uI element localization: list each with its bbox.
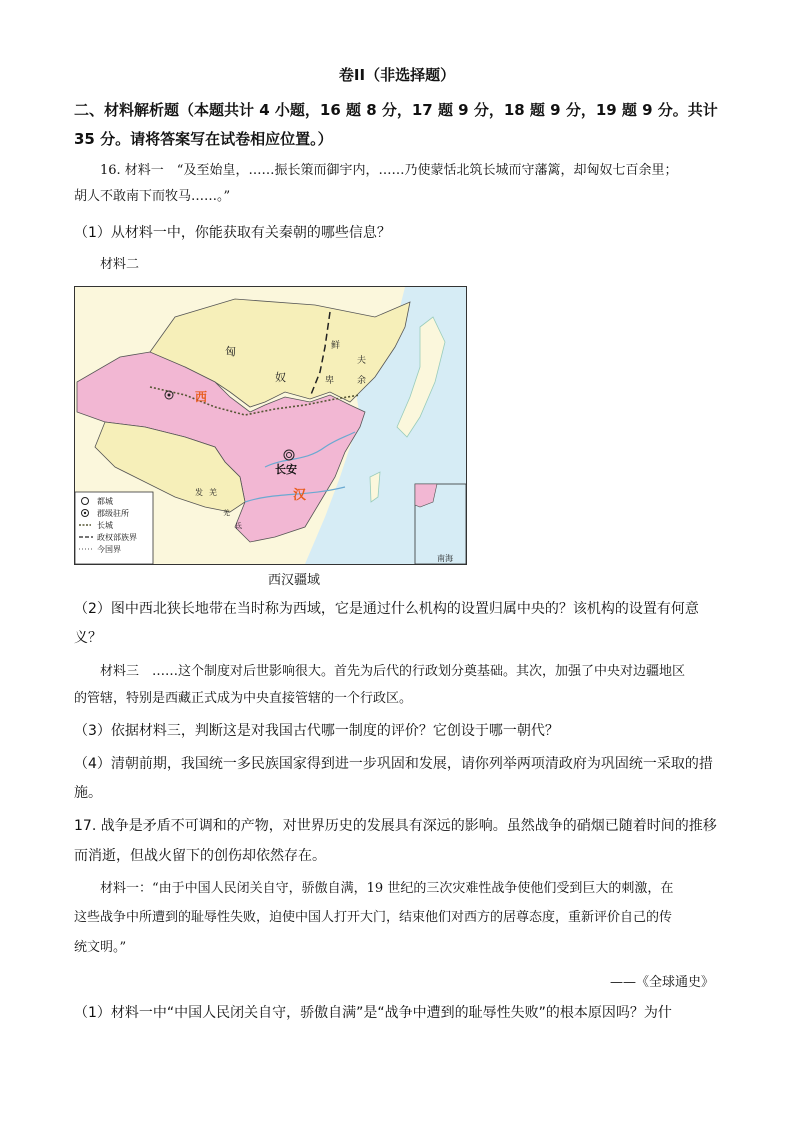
legend-garrison-dot xyxy=(84,512,86,514)
q17-material1-line3: 统文明。” xyxy=(74,940,127,955)
map-label-small-1: 发 xyxy=(195,488,203,497)
q16-sub1: （1）从材料一中，你能获取有关秦朝的哪些信息？ xyxy=(74,225,391,241)
map-label-qiang-2: 氐 xyxy=(235,522,242,530)
map-label-fuyu-2: 余 xyxy=(357,376,367,386)
q17-intro-line1: 17. 战争是矛盾不可调和的产物，对世界历史的发展具有深远的影响。虽然战争的硝烟已随着时间的推移 xyxy=(74,818,717,834)
map-label-xiongnu-2: 奴 xyxy=(275,371,286,384)
legend-wall-label: 长城 xyxy=(97,521,113,530)
q16-sub2-line2: 义？ xyxy=(74,630,102,646)
q16-material3-line1: 材料三 ……这个制度对后世影响很大。首先为后代的行政划分奠基础。其次，加强了中央对边疆地区 xyxy=(100,664,686,679)
page-title: 卷II（非选择题） xyxy=(338,66,456,84)
map-label-xianbei-2: 卑 xyxy=(325,376,335,386)
q17-source: ——《全球通史》 xyxy=(610,975,715,990)
legend-boundary-label: 政权部族界 xyxy=(97,533,137,542)
map-label-changan: 长安 xyxy=(275,463,297,476)
western-han-map xyxy=(74,286,467,565)
q17-intro-line2: 而消逝，但战火留下的创伤却依然存在。 xyxy=(74,848,326,864)
garrison-marker-dot xyxy=(168,394,171,397)
q16-material1-line1: 16. 材料一 “及至始皇，……振长策而御宇内，……乃使蒙恬北筑长城而守藩篱，却匈奴七百余里； xyxy=(100,163,678,178)
q16-sub3: （3）依据材料三，判断这是对我国古代哪一制度的评价？它创设于哪一朝代？ xyxy=(74,723,559,739)
map-caption: 西汉疆域 xyxy=(268,573,321,588)
q16-sub4-line2: 施。 xyxy=(74,785,102,801)
map-label-nanhai: 南海 xyxy=(437,554,453,563)
q16-sub4-line1: （4）清朝前期，我国统一多民族国家得到进一步巩固和发展，请你列举两项清政府为巩固统一采取的措 xyxy=(74,756,713,772)
map-label-fuyu-1: 夫 xyxy=(357,356,367,366)
map-label-small-2: 羌 xyxy=(209,488,217,497)
q17-material1-line1: 材料一：“由于中国人民闭关自守，骄傲自满，19 世纪的三次灾难性战争使他们受到巨大的刺激，在 xyxy=(100,881,674,896)
map-label-xianbei-1: 鲜 xyxy=(331,341,341,351)
legend-garrison-label: 郡级驻所 xyxy=(97,509,129,518)
map-label-xiongnu-1: 匈 xyxy=(225,345,236,358)
map-label-xi: 西 xyxy=(195,390,208,404)
legend-border-label: 今国界 xyxy=(97,545,121,554)
q17-material1-line2: 这些战争中所遭到的耻辱性失败，迫使中国人打开大门，结束他们对西方的居尊态度，重新评价自己的传 xyxy=(74,910,673,925)
section-heading: 二、材料解析题（本题共计 4 小题，16 题 8 分，17 题 9 分，18 题 9 分，19 题 9 分。共计 35 分。请将答案写在试卷相应位置。） xyxy=(74,101,718,148)
map-svg xyxy=(75,287,466,564)
q16-material1-line2: 胡人不敢南下而牧马……。” xyxy=(74,189,231,204)
legend-capital-label: 都城 xyxy=(97,497,113,506)
map-label-qiang-1: 羌 xyxy=(223,509,230,517)
map-label-han: 汉 xyxy=(293,488,307,503)
q16-material2-label: 材料二 xyxy=(100,257,140,272)
q16-material3-line2: 的管辖，特别是西藏正式成为中央直接管辖的一个行政区。 xyxy=(74,691,413,706)
q16-sub2-line1: （2）图中西北狭长地带在当时称为西域，它是通过什么机构的设置归属中央的？该机构的设置有何意 xyxy=(74,601,699,617)
q17-sub1: （1）材料一中“中国人民闭关自守，骄傲自满”是“战争中遭到的耻辱性失败”的根本原因吗？为什 xyxy=(74,1005,672,1021)
